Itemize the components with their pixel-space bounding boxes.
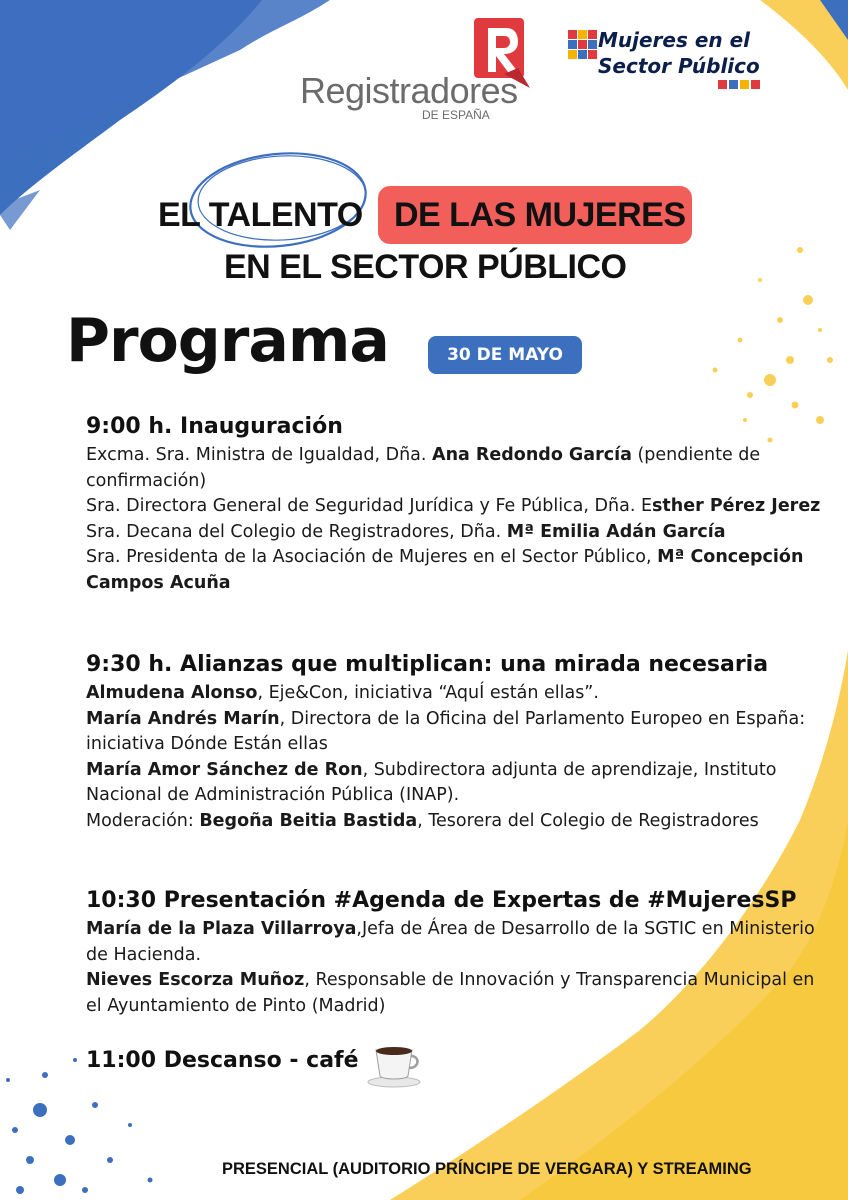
programa-heading: Programa <box>66 306 389 376</box>
section-body: Excma. Sra. Ministra de Igualdad, Dña. Ana Redondo García (pendiente de confirmación) Sra. Directora General de Seguridad Jurídica y Fe Pública, Dña. Esther Pérez Jerez Sra. Decana del Colegio de Registradores, Dña. Mª Emilia Adán García Sra. Presidenta de la Asociación de Mujeres en el Sector Público, Mª Concepción Campos Acuña <box>86 445 821 593</box>
color-squares-icon <box>718 80 760 90</box>
mujeres-logo-line1: Mujeres en el <box>598 28 751 52</box>
program-section-alianzas <box>86 652 826 834</box>
mujeres-logo-line2: Sector Público <box>598 54 760 78</box>
mosaic-icon <box>568 30 598 74</box>
section-title: 11:00 Descanso - café <box>86 1048 359 1073</box>
footer-note: PRESENCIAL (AUDITORIO PRÍNCIPE DE VERGARA) Y STREAMING <box>222 1160 752 1178</box>
section-title: 10:30 Presentación #Agenda de Expertas de #MujeresSP <box>86 888 797 913</box>
program-section-descanso <box>86 1048 826 1077</box>
mujeres-sector-publico-logo <box>566 28 766 98</box>
registradores-wordmark: Registradores <box>300 70 518 111</box>
coffee-cup-icon <box>366 1040 422 1088</box>
registradores-logo <box>300 18 530 122</box>
title-line2: EN EL SECTOR PÚBLICO <box>224 248 627 286</box>
section-body: Almudena Alonso, Eje&Con, iniciativa “AquÍ están ellas”. María Andrés Marín, Directora de la Oficina del Parlamento Europeo en España: iniciativa Dónde Están ellas María Amor Sánchez de Ron, Subdirectora adjunta de aprendizaje, Instituto Nacional de Administración Pública (INAP). Moderación: Begoña Beitia Bastida, Tesorera del Colegio de Registradores <box>86 683 806 831</box>
date-badge: 30 DE MAYO <box>428 336 582 374</box>
section-title: 9:00 h. Inauguración <box>86 414 343 439</box>
program-section-inauguracion <box>86 414 826 596</box>
title-highlight-text: DE LAS MUJERES <box>394 196 686 234</box>
section-body: María de la Plaza Villarroya,Jefa de Área de Desarrollo de la SGTIC en Ministerio de Hacienda. Nieves Escorza Muñoz, Responsable de Innovación y Transparencia Municipal en el Ayuntamiento de Pinto (Madrid) <box>86 919 815 1016</box>
program-section-presentacion <box>86 888 826 1019</box>
title-part1: EL TALENTO <box>158 196 363 234</box>
registradores-subtitle: DE ESPAÑA <box>422 108 490 122</box>
section-title: 9:30 h. Alianzas que multiplican: una mirada necesaria <box>86 652 769 677</box>
